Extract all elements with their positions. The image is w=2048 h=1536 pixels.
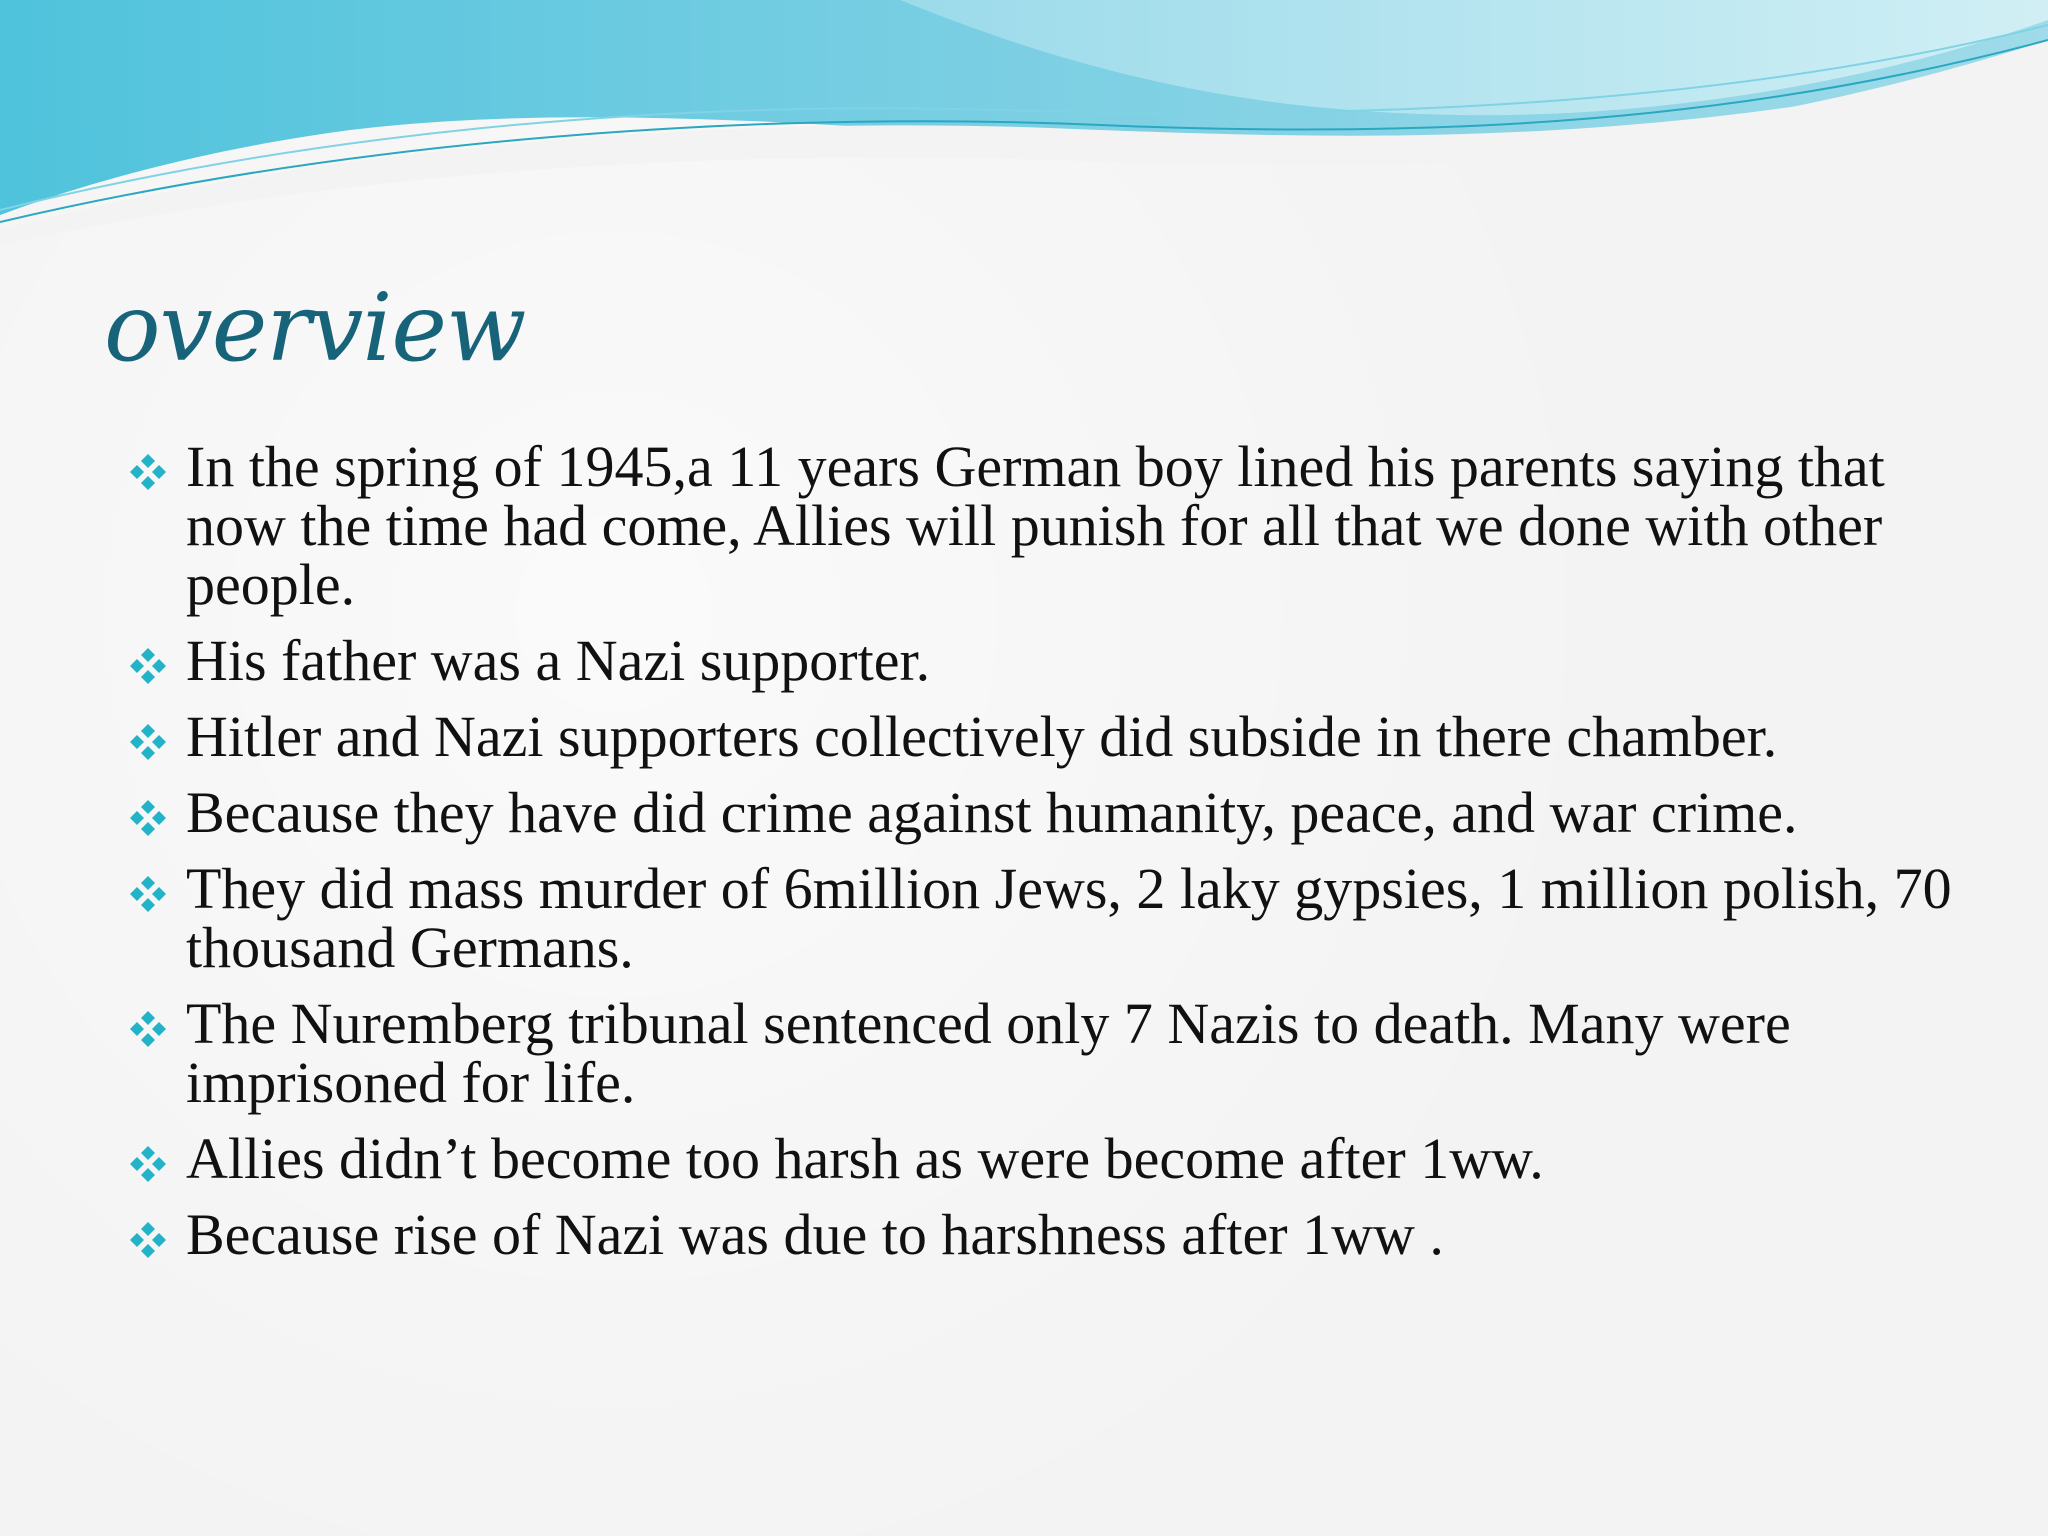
bullet-item [128,1126,1968,1191]
bullet-text: Hitler and Nazi supporters collectively did subside in there chamber. [186,704,1778,769]
bullet-item [128,1202,1968,1267]
slide-title: overview [104,274,526,383]
bullet-text: His father was a Nazi supporter. [186,628,931,693]
header-wave-decoration [0,0,2048,260]
bullet-text: Allies didn’t become too harsh as were become after 1ww. [186,1126,1544,1191]
bullet-text: In the spring of 1945,a 11 years German boy lined his parents saying that now the time had come, Allies will punish for all that we done with other people. [186,434,1885,617]
diamond-quad-bullet-icon [128,798,168,838]
bullet-item [128,704,1968,769]
bullet-text: Because they have did crime against humanity, peace, and war crime. [186,780,1798,845]
bullet-item [128,780,1968,845]
diamond-quad-bullet-icon [128,1220,168,1260]
diamond-quad-bullet-icon [128,1144,168,1184]
diamond-quad-bullet-icon [128,722,168,762]
diamond-quad-bullet-icon [128,452,168,492]
bullet-item [128,991,1968,1115]
bullet-item [128,434,1968,617]
diamond-quad-bullet-icon [128,1009,168,1049]
bullet-item [128,628,1968,693]
bullet-item [128,856,1968,980]
diamond-quad-bullet-icon [128,646,168,686]
bullet-text: They did mass murder of 6million Jews, 2 laky gypsies, 1 million polish, 70 thousand Germans. [186,856,1952,980]
diamond-quad-bullet-icon [128,874,168,914]
bullet-list [128,434,1968,1281]
bullet-text: Because rise of Nazi was due to harshness after 1ww . [186,1202,1444,1267]
bullet-text: The Nuremberg tribunal sentenced only 7 Nazis to death. Many were imprisoned for life. [186,991,1791,1115]
